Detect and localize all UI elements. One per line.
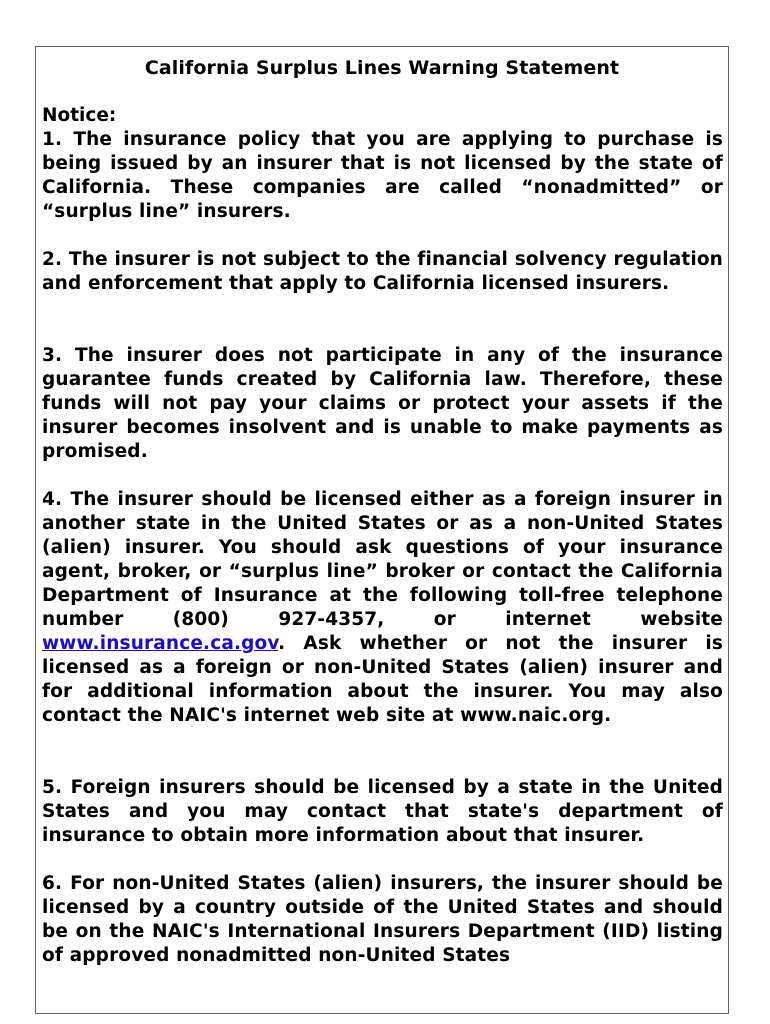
paragraph-6: 6. For non-United States (alien) insurers, the insurer should be licensed by a country outside of the United States and should be on the NAIC's International Insurers Department (IID) listing of approved nonadmitted non-United States [42,873,723,966]
paragraph-4-text-before-link: 4. The insurer should be licensed either as a foreign insurer in another state in the United States or as a non-United States (alien) insurer. You should ask questions of your insurance agent, broker, or “surplus line” broker or contact the California Department of Insurance at the following toll-free telephone number (800) 927-4357, or internet website [42,489,723,630]
document-page [35,46,729,1014]
notice-label: Notice: [42,105,117,126]
insurance-website-link[interactable]: www.insurance.ca.gov [42,633,279,654]
paragraph-4-text-after-link: . Ask whether or not the insurer is licensed as a foreign or non-United States (alien) insurer and for additional information about the insurer. You may also contact the NAIC's internet web site at www.naic.org. [42,633,723,726]
paragraph-2: 2. The insurer is not subject to the financial solvency regulation and enforcement that apply to California licensed insurers. [42,249,723,294]
paragraph-4 [42,488,723,728]
paragraph-3: 3. The insurer does not participate in any of the insurance guarantee funds created by California law. Therefore, these funds will not pay your claims or protect your assets if the insurer becomes insolvent and is unable to make payments as promised. [42,345,723,462]
paragraph-1: 1. The insurance policy that you are applying to purchase is being issued by an insurer that is not licensed by the state of California. These companies are called “nonadmitted” or “surplus line” insurers. [42,129,723,222]
document-title: California Surplus Lines Warning Statement [144,57,620,79]
paragraph-5: 5. Foreign insurers should be licensed by a state in the United States and you may contact that state's department of insurance to obtain more information about that insurer. [42,777,723,846]
